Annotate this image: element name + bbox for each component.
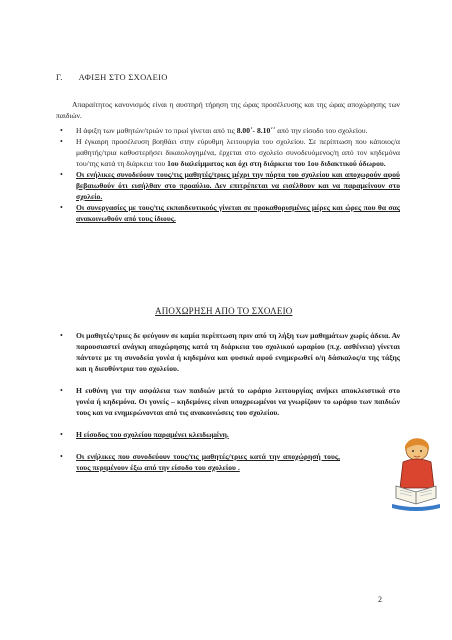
arrival-list	[56, 125, 400, 224]
departure-list	[56, 330, 400, 484]
list-item: • Η είσοδος του σχολείου παραμένει κλειδωμένη.	[60, 430, 229, 439]
page-number: 2	[378, 595, 382, 604]
bullet-icon: •	[60, 386, 63, 395]
list-item: • Οι συνεργασίες με τους/τις εκπαιδευτικούς γίνεται σε προκαθορισμένες μέρες και ώρες που θα σας ανακοινωθούν από τους ίδιους.	[60, 203, 400, 223]
reading-child-illustration	[392, 436, 440, 512]
section-number: Γ.	[56, 72, 63, 82]
bullet-icon: •	[60, 170, 63, 179]
section-title: ΑΦΙΞΗ ΣΤΟ ΣΧΟΛΕΙΟ	[78, 72, 168, 82]
bullet-icon: •	[60, 203, 63, 212]
list-item: • Η έγκαιρη προσέλευση βοηθάει στην εύρυθμη λειτουργία του σχολείου. Σε περίπτωση που κάποιος/α μαθητής/τρια καθυστερήσει δικαιολογημένα, έρχεται στο σχολείο συνοδευόμενος/η από τον κηδεμόνα του/της κατά τη διάρκεια του 1ου διαλείμματος και όχι στη διάρκεια του 1ου διδακτικού όδωρου.	[60, 137, 400, 168]
bullet-icon: •	[60, 452, 63, 461]
bullet-icon: •	[60, 126, 63, 135]
list-item: • Η ευθύνη για την ασφάλεια των παιδιών μετά το ωράριο λειτουργίας ανήκει αποκλειστικά στο γονέα ή κηδεμόνα. Οι γονείς – κηδεμόνες είναι υποχρεωμένοι να γνωρίζουν το ωράριο των παιδιών τους και να ενημερώνονται από τις ανακοινώσεις του σχολείου.	[60, 386, 400, 417]
intro-paragraph: Απαραίτητος κανονισμός είναι η αυστηρή τήρηση της ώρας προσέλευσης και της ώρας αποχώρησης των παιδιών.	[56, 100, 400, 120]
list-item: • Οι ενήλικες συνοδεύουν τους/τις μαθητές/τριες μέχρι την πόρτα του σχολείου και αποχωρούν αφού βεβαιωθούν ότι εισήλθαν στο προαύλιο. Δεν επιτρέπεται να εισέλθουν και να παραμείνουν στο σχολείο.	[60, 170, 400, 201]
departure-heading: ΑΠΟΧΩΡΗΣΗ ΑΠΟ ΤΟ ΣΧΟΛΕΙΟ	[155, 306, 293, 316]
bullet-icon: •	[60, 430, 63, 439]
list-item: • Οι ενήλικες που συνοδεύουν τους/τις μαθητές/τριες κατά την αποχώρησή τους, τους περιμένουν έξω από την είσοδο του σχολείου .	[60, 452, 340, 472]
section-heading	[56, 72, 168, 82]
list-item: • Οι μαθητές/τριες δε φεύγουν σε καμία περίπτωση πριν από τη λήξη των μαθημάτων χωρίς άδεια. Αν παρουσιαστεί ανάγκη αποχώρησης κατά τη διάρκεια του σχολικού ωραρίου (π.χ. ασθένεια) γίνεται πάντοτε με τη συνοδεία γονέα ή κηδεμόνα και φυσικά αφού ενημερωθεί ο/η δάσκαλος/α της τάξης και η διευθύντρια του σχολείου.	[60, 331, 400, 373]
list-item: • Η άφιξη των μαθητών/τριών το πρωί γίνεται από τις 8.00΄- 8.10΄΄ από την είσοδο του σχολείου.	[60, 126, 368, 135]
bullet-icon: •	[60, 137, 63, 146]
bullet-icon: •	[60, 331, 63, 340]
